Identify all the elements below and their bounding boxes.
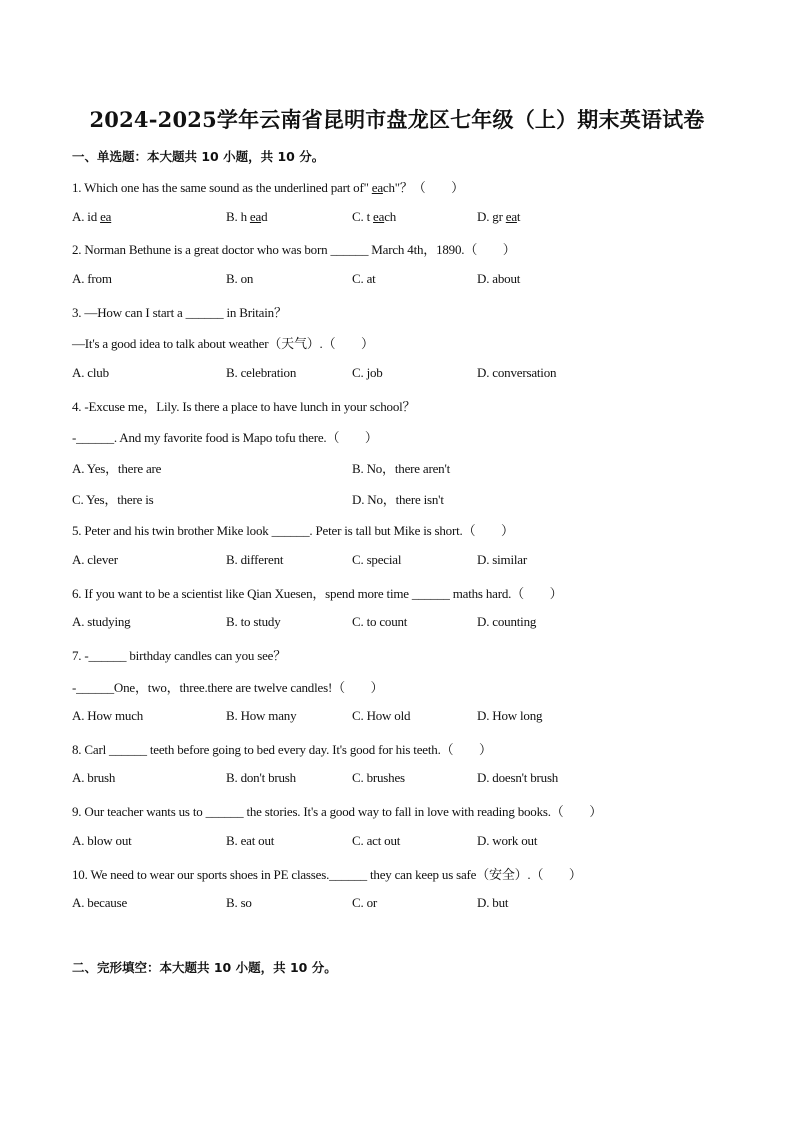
question-10-option-a: A. because	[72, 895, 128, 910]
question-6-option-b: B. to study	[226, 614, 281, 629]
question-10-option-b: B. so	[226, 895, 252, 910]
question-10-option-d: D. but	[477, 895, 509, 910]
question-8-option-d: D. doesn't brush	[477, 770, 559, 785]
question-5-option-c: C. special	[352, 552, 402, 567]
question-10-stem: 10. We need to wear our sports shoes in PE classes.______ they can keep us safe（安全）.（ ）	[72, 867, 582, 882]
question-6-option-a: A. studying	[72, 614, 131, 629]
question-8-option-b: B. don't brush	[226, 770, 296, 785]
question-3-option-d: D. conversation	[477, 365, 557, 380]
question-9-option-b: B. eat out	[226, 833, 275, 848]
question-5-option-b: B. different	[226, 552, 284, 567]
question-7-option-d: D. How long	[477, 708, 543, 723]
question-2-stem: 2. Norman Bethune is a great doctor who was born ______ March 4th，1890.（ ）	[72, 242, 516, 257]
question-7-option-b: B. How many	[226, 708, 297, 723]
question-7-option-a: A. How much	[72, 708, 144, 723]
question-6-option-c: C. to count	[352, 614, 408, 629]
section-heading-single-choice: 一、单选题：本大题共 10 小题，共 10 分。	[72, 149, 325, 164]
underlined-text: ea	[371, 180, 383, 195]
question-9-option-a: A. blow out	[72, 833, 132, 848]
question-7-option-c: C. How old	[352, 708, 411, 723]
question-5-option-d: D. similar	[477, 552, 527, 567]
question-2-option-b: B. on	[226, 271, 254, 286]
question-7-stem-line-2: -______One，two，three.there are twelve candles!（ ）	[72, 680, 384, 695]
question-8-stem: 8. Carl ______ teeth before going to bed every day. It's good for his teeth.（ ）	[72, 742, 492, 757]
question-4-option-a: A. Yes，there are	[72, 461, 162, 476]
question-8-option-c: C. brushes	[352, 770, 405, 785]
question-6-stem: 6. If you want to be a scientist like Qian Xuesen，spend more time ______ maths hard.（ ）	[72, 586, 563, 601]
question-9-option-d: D. work out	[477, 833, 538, 848]
question-1-option-b: B. h ead	[226, 209, 268, 224]
question-4-stem-line-2: -______. And my favorite food is Mapo tofu there.（ ）	[72, 430, 378, 445]
question-3-option-b: B. celebration	[226, 365, 297, 380]
question-4-option-c: C. Yes，there is	[72, 492, 154, 507]
question-8-option-a: A. brush	[72, 770, 116, 785]
question-10-option-c: C. or	[352, 895, 378, 910]
question-5-stem: 5. Peter and his twin brother Mike look ______. Peter is tall but Mike is short.（ ）	[72, 523, 514, 538]
question-4-option-b: B. No，there aren't	[352, 461, 451, 476]
question-4-option-d: D. No，there isn't	[352, 492, 444, 507]
question-3-stem-line-2: —It's a good idea to talk about weather（天气）.（ ）	[72, 336, 374, 351]
question-3-stem-line-1: 3. —How can I start a ______ in Britain？	[72, 305, 287, 320]
page-title: 2024-2025学年云南省昆明市盘龙区七年级（上）期末英语试卷	[89, 107, 705, 132]
question-1-option-a: A. id ea	[72, 209, 112, 224]
question-9-option-c: C. act out	[352, 833, 401, 848]
question-2-option-d: D. about	[477, 271, 521, 286]
question-1-option-c: C. t each	[352, 209, 397, 224]
question-3-option-a: A. club	[72, 365, 109, 380]
question-2-option-a: A. from	[72, 271, 112, 286]
question-7-stem-line-1: 7. -______ birthday candles can you see？	[72, 648, 287, 663]
question-9-stem: 9. Our teacher wants us to ______ the stories. It's a good way to fall in love with reading books.（ ）	[72, 804, 603, 819]
section-heading-cloze: 二、完形填空：本大题共 10 小题，共 10 分。	[72, 960, 337, 975]
question-6-option-d: D. counting	[477, 614, 537, 629]
question-3-option-c: C. job	[352, 365, 383, 380]
question-5-option-a: A. clever	[72, 552, 118, 567]
question-1-option-d: D. gr eat	[477, 209, 521, 224]
question-2-option-c: C. at	[352, 271, 376, 286]
question-4-stem-line-1: 4. -Excuse me，Lily. Is there a place to have lunch in your school？	[72, 399, 416, 414]
question-1-stem: 1. Which one has the same sound as the underlined part of" each"？（ ）	[72, 180, 464, 195]
